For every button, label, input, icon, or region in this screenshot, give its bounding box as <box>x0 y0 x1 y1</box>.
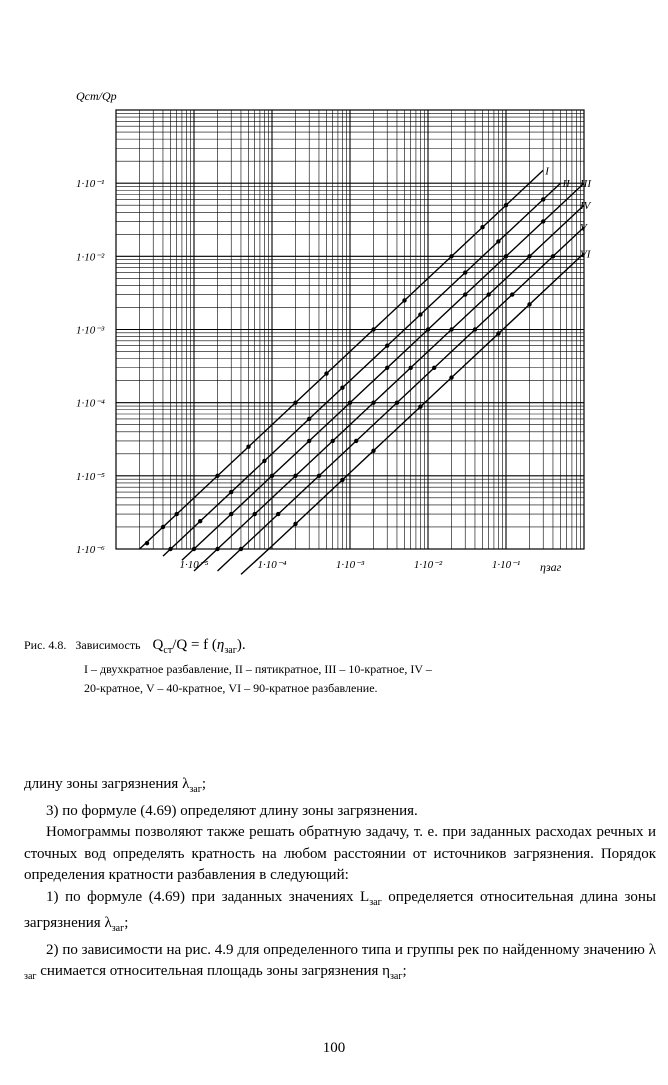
y-tick-label: 1·10⁻² <box>76 251 105 264</box>
x-tick-label: 1·10⁻⁵ <box>179 559 209 571</box>
p5-sub-1: заг <box>24 971 37 982</box>
y-tick-label: 1·10⁻⁵ <box>76 470 105 483</box>
chart-tick-labels <box>76 178 520 571</box>
p1-sub: заг <box>189 784 202 795</box>
data-point-III <box>541 219 545 223</box>
data-point-III <box>192 547 196 551</box>
chart-curves <box>140 165 593 574</box>
data-point-II <box>463 270 467 274</box>
paragraph-1 <box>24 774 656 801</box>
data-point-I <box>324 371 328 375</box>
body-text <box>24 774 656 988</box>
x-tick-label: 1·10⁻² <box>413 559 443 571</box>
y-tick-label: 1·10⁻³ <box>76 324 105 337</box>
data-point-I <box>215 474 219 478</box>
data-point-I <box>293 401 297 405</box>
formula-eta-sub: заг <box>224 645 237 656</box>
data-point-V <box>239 547 243 551</box>
p1-end: ; <box>201 776 207 792</box>
series-line-II <box>163 183 561 556</box>
data-point-VI <box>496 331 500 335</box>
p1-text: длину зоны загрязнения λ <box>24 776 190 792</box>
data-point-V <box>354 439 358 443</box>
data-point-IV <box>487 292 491 296</box>
caption-line-3: 20-кратное, V – 40-кратное, VI – 90-кратное разбавление. <box>84 681 378 695</box>
x-tick-label: 1·10⁻³ <box>335 559 365 571</box>
caption-formula <box>152 637 246 656</box>
data-point-II <box>496 239 500 243</box>
data-point-IV <box>527 254 531 258</box>
data-point-IV <box>409 366 413 370</box>
paragraph-2: 3) по формуле (4.69) определяют длину зоны загрязнения. <box>46 802 418 819</box>
data-point-V <box>551 254 555 258</box>
data-point-IV <box>449 327 453 331</box>
caption-prefix: Зависимость <box>75 638 141 652</box>
p4-text-a: 1) по формуле (4.69) при заданных значениях L <box>46 888 370 905</box>
y-tick-label: 1·10⁻¹ <box>76 178 105 191</box>
data-point-IV <box>253 512 257 516</box>
data-point-III <box>426 327 430 331</box>
data-point-IV <box>371 401 375 405</box>
data-point-III <box>229 512 233 516</box>
data-point-I <box>371 327 375 331</box>
p4-end: ; <box>124 915 129 931</box>
p4-sub-2: заг <box>111 923 125 934</box>
data-point-II <box>385 344 389 348</box>
formula-eta: η <box>216 637 225 653</box>
formula-q1-sub: ст <box>163 645 173 656</box>
data-point-III <box>348 401 352 405</box>
data-point-VI <box>449 375 453 379</box>
data-point-V <box>432 366 436 370</box>
paragraph-4 <box>24 887 656 940</box>
x-tick-label: 1·10⁻¹ <box>491 559 521 571</box>
series-label-III: III <box>580 178 591 191</box>
p5-sub-2: заг <box>389 971 403 982</box>
formula-close: ). <box>236 637 246 653</box>
data-point-VI <box>340 478 344 482</box>
caption-label: Рис. 4.8. <box>24 638 67 652</box>
data-point-I <box>504 203 508 207</box>
data-point-I <box>161 525 165 529</box>
paragraph-5 <box>24 940 656 988</box>
paragraph-3: Номограммы позволяют также решать обратную задачу, т. е. при заданных расходах речных и сточных вод определять кратность на любом расстоянии от источников загрязнения. Порядок определения кратности разбавления в следующий: <box>24 824 656 883</box>
figure-caption <box>24 636 656 698</box>
data-point-III <box>463 292 467 296</box>
data-point-II <box>168 547 172 551</box>
data-point-II <box>541 197 545 201</box>
data-point-II <box>198 519 202 523</box>
p4-sub-1: заг <box>369 896 382 908</box>
data-point-III <box>270 474 274 478</box>
y-tick-label: 1·10⁻⁴ <box>76 397 105 410</box>
data-point-II <box>340 386 344 390</box>
y-axis-label: Qст/Qр <box>76 89 117 103</box>
p5-end: ; <box>402 963 407 979</box>
data-point-II <box>262 459 266 463</box>
p5-text-a: 2) по зависимости на рис. 4.9 для определенного типа и группы рек по найденному значению λ <box>46 941 656 958</box>
chart-grid <box>116 110 584 549</box>
page-number: 100 <box>322 1040 346 1056</box>
data-point-IV <box>331 439 335 443</box>
data-point-IV <box>215 547 219 551</box>
data-point-I <box>246 445 250 449</box>
data-point-III <box>504 254 508 258</box>
data-point-I <box>402 298 406 302</box>
data-point-I <box>145 541 149 545</box>
data-point-V <box>317 474 321 478</box>
data-point-VI <box>418 405 422 409</box>
data-point-V <box>510 292 514 296</box>
data-point-I <box>480 225 484 229</box>
data-point-II <box>307 417 311 421</box>
data-point-I <box>449 254 453 258</box>
formula-q1: Q <box>152 637 164 653</box>
data-point-V <box>395 401 399 405</box>
data-point-II <box>418 312 422 316</box>
caption-line-1 <box>24 636 656 660</box>
formula-q2: /Q = f ( <box>172 637 217 653</box>
series-label-IV: IV <box>580 200 591 213</box>
data-point-IV <box>293 474 297 478</box>
series-label-II: II <box>562 178 570 191</box>
data-point-I <box>175 512 179 516</box>
series-label-I: I <box>545 165 549 178</box>
p4-text-b: определяется относительная длина зоны загрязнения λ <box>24 888 656 931</box>
x-axis-label: ηзаг <box>540 560 562 574</box>
data-point-V <box>276 512 280 516</box>
data-point-III <box>385 366 389 370</box>
p5-text-b: снимается относительная площадь зоны загрязнения η <box>36 963 390 979</box>
data-point-VI <box>293 522 297 526</box>
series-line-III <box>182 183 584 560</box>
data-point-V <box>473 327 477 331</box>
series-line-IV <box>194 205 584 571</box>
y-tick-label: 1·10⁻⁶ <box>76 544 105 556</box>
data-point-VI <box>527 302 531 306</box>
data-point-III <box>307 439 311 443</box>
data-point-VI <box>371 449 375 453</box>
series-label-V: V <box>580 222 587 235</box>
series-label-VI: VI <box>580 248 591 261</box>
caption-line-2: I – двухкратное разбавление, II – пятикратное, III – 10-кратное, IV – <box>84 662 432 676</box>
data-point-II <box>229 490 233 494</box>
x-tick-label: 1·10⁻⁴ <box>257 559 287 571</box>
